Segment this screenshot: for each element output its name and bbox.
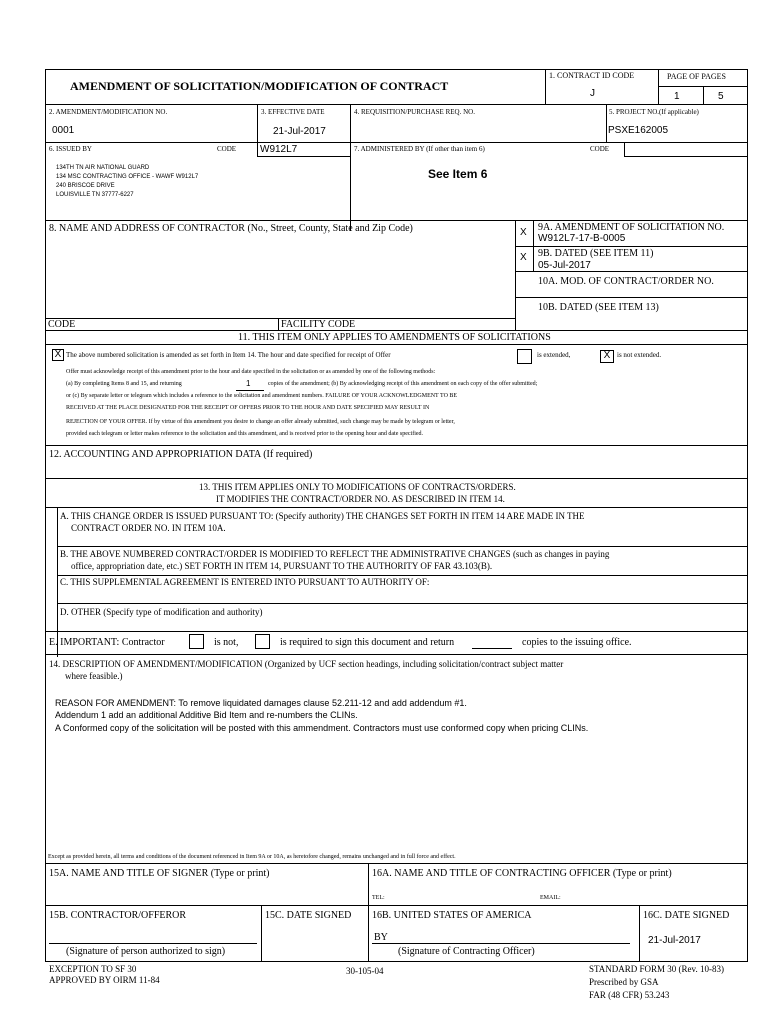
effective-date-label: 3. EFFECTIVE DATE (261, 108, 325, 116)
is-not-text: is not, (214, 637, 239, 648)
effective-date-value: 21-Jul-2017 (273, 126, 326, 137)
label-9b: 9B. DATED (SEE ITEM 11) (538, 248, 654, 259)
not-extended-text: is not extended. (617, 351, 662, 359)
important-label: E. IMPORTANT: Contractor (49, 637, 165, 648)
extended-checkbox[interactable] (517, 349, 532, 364)
not-extended-checkbox[interactable]: X (600, 350, 614, 363)
item11-line-4: RECEIVED AT THE PLACE DESIGNATED FOR THE RECEIPT OF OFFERS PRIOR TO THE HOUR AND DATE SPECIFIED MAY RESULT IN (66, 405, 430, 411)
description-line-2: Addendum 1 add an additional Additive Bid Item and re-numbers the CLINs. (55, 710, 358, 720)
copies-text: copies to the issuing office. (522, 637, 632, 648)
officer-signature-caption: (Signature of Contracting Officer) (398, 946, 535, 957)
project-no-value: PSXE162005 (608, 125, 669, 136)
label-15a: 15A. NAME AND TITLE OF SIGNER (Type or print) (49, 868, 270, 879)
page-number: 1 (674, 91, 680, 102)
item13-title-1: 13. THIS ITEM APPLIES ONLY TO MODIFICATIONS OF CONTRACTS/ORDERS. (199, 482, 516, 492)
label-9a: 9A. AMENDMENT OF SOLICITATION NO. (538, 222, 725, 233)
amendment-no-value: 0001 (52, 125, 75, 136)
contractor-signature-caption: (Signature of person authorized to sign) (66, 946, 226, 957)
item12-label: 12. ACCOUNTING AND APPROPRIATION DATA (If required) (49, 449, 313, 460)
administered-by-label: 7. ADMINISTERED BY (If other than item 6) (354, 145, 485, 153)
label-16a: 16A. NAME AND TITLE OF CONTRACTING OFFICER (Type or print) (372, 868, 672, 879)
date-16c-value: 21-Jul-2017 (648, 935, 701, 946)
extended-text: is extended, (537, 351, 571, 359)
page-total: 5 (718, 91, 724, 102)
amendment-no-label: 2. AMENDMENT/MODIFICATION NO. (49, 108, 168, 116)
item13-d: D. OTHER (Specify type of modification and authority) (60, 607, 263, 617)
label-10b: 10B. DATED (SEE ITEM 13) (538, 302, 659, 313)
item13-a-line-1: A. THIS CHANGE ORDER IS ISSUED PURSUANT TO: (Specify authority) THE CHANGES SET FORTH IN ITEM 14 ARE MADE IN THE (60, 511, 585, 521)
issued-by-label: 6. ISSUED BY (49, 145, 92, 153)
item11-line-2a: (a) By completing Items 8 and 15, and returning (66, 381, 182, 387)
value-9a: W912L7-17-B-0005 (538, 233, 626, 244)
item14-label-2: where feasible.) (65, 671, 123, 681)
by-label: BY (374, 932, 388, 943)
unchanged-terms-note: Except as provided herein, all terms and conditions of the document referenced in Item 9A or 10A, as heretofore changed, remains unchanged and in full force and effect. (48, 854, 456, 860)
requisition-label: 4. REQUISITION/PURCHASE REQ. NO. (354, 108, 475, 116)
form-title: AMENDMENT OF SOLICITATION/MODIFICATION OF CONTRACT (70, 79, 449, 93)
is-not-checkbox[interactable] (189, 634, 204, 649)
label-16c: 16C. DATE SIGNED (643, 910, 730, 921)
issued-code-label: CODE (217, 145, 237, 153)
admin-code-label: CODE (590, 145, 610, 153)
issued-address-line-2: 134 MSC CONTRACTING OFFICE - WAWF W912L7 (56, 174, 199, 180)
item11-line-3: or (c) By separate letter or telegram which includes a reference to the solicitation and amendment numbers. FAILURE OF YOUR ACKNOWLEDGMENT TO BE (66, 393, 458, 399)
project-no-label: 5. PROJECT NO.(If applicable) (609, 108, 699, 116)
item13-title-2: IT MODIFIES THE CONTRACT/ORDER NO. AS DESCRIBED IN ITEM 14. (216, 494, 505, 504)
item11-line-1: Offer must acknowledge receipt of this amendment prior to the hour and date specified in the solicitation or as amended by one of the following methods: (66, 369, 436, 375)
tel-label: TEL: (372, 895, 385, 901)
issued-code-value: W912L7 (260, 144, 298, 155)
footer-exception: EXCEPTION TO SF 30 (49, 964, 137, 974)
item13-c: C. THIS SUPPLEMENTAL AGREEMENT IS ENTERED INTO PURSUANT TO AUTHORITY OF: (60, 577, 430, 587)
officer-signature-line[interactable] (372, 943, 630, 944)
item13-a-line-2: CONTRACT ORDER NO. IN ITEM 10A. (71, 523, 226, 533)
page-of-pages-label: PAGE OF PAGES (667, 72, 726, 81)
issued-address-line-3: 240 BRISCOE DRIVE (56, 183, 115, 189)
footer-form-code: 30-105-04 (346, 966, 384, 976)
item13-b-line-2: office, appropriation date, etc.) SET FORTH IN ITEM 14, PURSUANT TO THE AUTHORITY OF FAR 43.103(B). (71, 561, 493, 571)
item11-line-5: REJECTION OF YOUR OFFER. If by virtue of this amendment you desire to change an offer already submitted, such change may be made by telegram or letter, (66, 419, 455, 425)
description-line-3: A Conformed copy of the solicitation will be posted with this ammendment. Contractors must use conformed copy when pricing CLINs. (55, 723, 589, 733)
is-required-text: is required to sign this document and return (280, 637, 455, 648)
item11-line-6: provided each telegram or letter makes reference to the solicitation and this amendment, and is received prior to the opening hour and date specified. (66, 431, 424, 437)
label-16b: 16B. UNITED STATES OF AMERICA (372, 910, 532, 921)
item11-line-2b: copies of the amendment; (b) By acknowledging receipt of this amendment on each copy of the offer submitted; (268, 381, 538, 387)
footer-prescribed: Prescribed by GSA (589, 977, 659, 987)
contractor-signature-line[interactable] (49, 943, 257, 944)
facility-code-label: FACILITY CODE (281, 319, 356, 330)
is-required-checkbox[interactable] (255, 634, 270, 649)
copies-value: 1 (246, 379, 251, 388)
value-9b: 05-Jul-2017 (538, 260, 591, 271)
issued-address-line-1: 134TH TN AIR NATIONAL GUARD (56, 165, 150, 171)
amended-text: The above numbered solicitation is amended as set forth in Item 14. The hour and date specified for receipt of Offer (66, 351, 391, 359)
contractor-code-label: CODE (48, 319, 76, 330)
label-15b: 15B. CONTRACTOR/OFFEROR (49, 910, 187, 921)
contractor-address-label: 8. NAME AND ADDRESS OF CONTRACTOR (No., Street, County, State and Zip Code) (49, 223, 413, 234)
mark-9b: X (520, 252, 527, 263)
footer-standard-form: STANDARD FORM 30 (Rev. 10-83) (589, 964, 724, 974)
label-15c: 15C. DATE SIGNED (265, 910, 352, 921)
description-line-1: REASON FOR AMENDMENT: To remove liquidated damages clause 52.211-12 and add addendum #1. (55, 698, 467, 708)
amended-checkbox[interactable]: X (52, 349, 64, 361)
contract-id-value: J (590, 88, 595, 99)
administered-by-value: See Item 6 (428, 167, 488, 181)
email-label: EMAIL: (540, 895, 561, 901)
mark-9a: X (520, 227, 527, 238)
label-10a: 10A. MOD. OF CONTRACT/ORDER NO. (538, 276, 714, 287)
footer-approved: APPROVED BY OIRM 11-84 (49, 975, 160, 985)
contract-id-label: 1. CONTRACT ID CODE (549, 71, 635, 80)
admin-code-box (624, 142, 748, 157)
item14-label-1: 14. DESCRIPTION OF AMENDMENT/MODIFICATION (Organized by UCF section headings, including solicitation/contract subject matter (49, 659, 564, 669)
item13-b-line-1: B. THE ABOVE NUMBERED CONTRACT/ORDER IS MODIFIED TO REFLECT THE ADMINISTRATIVE CHANGES (such as changes in paying (60, 549, 610, 559)
footer-far: FAR (48 CFR) 53.243 (589, 990, 670, 1000)
item11-title: 11. THIS ITEM ONLY APPLIES TO AMENDMENTS OF SOLICITATIONS (238, 332, 551, 343)
issued-address-line-4: LOUISVILLE TN 37777-6227 (56, 192, 134, 198)
